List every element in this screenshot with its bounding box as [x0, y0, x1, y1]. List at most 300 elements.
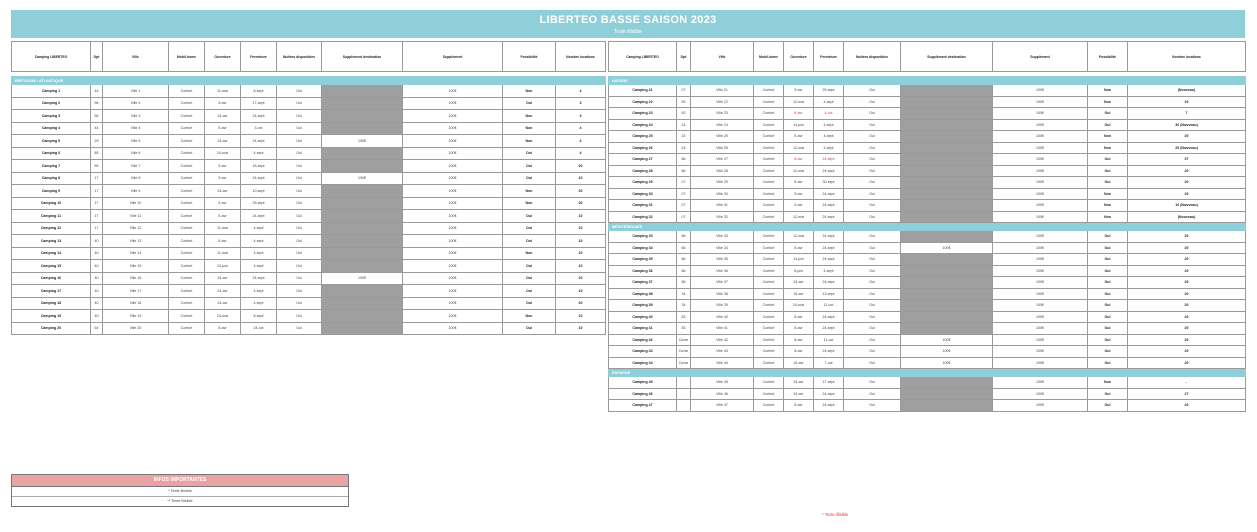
department-cell: 56	[91, 97, 103, 110]
mobil-home-cell: Confort	[754, 96, 784, 108]
camping-name-cell: Camping 42	[609, 334, 677, 346]
footnote: * Texte illisible	[822, 512, 849, 517]
available-nights-cell: Oui	[844, 377, 901, 389]
city-cell: Ville 37	[691, 277, 754, 289]
destination-supplement-cell	[322, 147, 403, 160]
rentals-count-cell: 20	[1128, 311, 1246, 323]
possibility-cell: Oui	[503, 297, 556, 310]
rentals-count-cell: 20	[1128, 231, 1246, 243]
important-info-line: * Texte illisible	[12, 487, 348, 497]
destination-supplement-cell	[322, 322, 403, 335]
city-cell: Ville 18	[103, 297, 169, 310]
rentals-count-cell: 30 (Nouveau)	[1128, 119, 1246, 131]
rentals-count-cell: 20	[556, 160, 606, 173]
table-row	[12, 160, 606, 173]
possibility-cell: Oui	[503, 97, 556, 110]
camping-name-cell: Camping 18	[12, 297, 91, 310]
closing-date-cell: 11-oct	[814, 334, 844, 346]
table-row	[609, 288, 1246, 300]
department-cell	[677, 388, 691, 400]
closing-date-cell: 4-sept	[241, 285, 277, 298]
camping-name-cell: Camping 29	[609, 177, 677, 189]
supplement-cell: 100€	[403, 172, 503, 185]
destination-supplement-cell: 100€	[322, 272, 403, 285]
camping-name-cell: Camping 22	[609, 96, 677, 108]
opening-date-cell: 15-avr	[205, 110, 241, 123]
city-cell: Ville 45	[691, 377, 754, 389]
available-nights-cell: Oui	[844, 119, 901, 131]
opening-date-cell: 12-mai	[784, 165, 814, 177]
closing-date-cell: 24-sept	[241, 272, 277, 285]
opening-date-cell: 24-avr	[784, 388, 814, 400]
rentals-count-cell: 20	[556, 297, 606, 310]
department-cell: 40	[91, 272, 103, 285]
opening-date-cell: 24-mai	[784, 300, 814, 312]
table-row	[609, 254, 1246, 266]
rentals-count-cell: 10	[556, 247, 606, 260]
closing-date-cell: 24-sept	[814, 242, 844, 254]
rentals-count-cell: 4	[556, 85, 606, 98]
department-cell: 17	[91, 172, 103, 185]
opening-date-cell: 12-mai	[784, 96, 814, 108]
page-title: LIBERTEO BASSE SAISON 2023	[539, 14, 717, 26]
opening-date-cell: 5-avr	[205, 172, 241, 185]
camping-name-cell: Camping 39	[609, 300, 677, 312]
column-header: Supplément destination	[322, 42, 403, 72]
camping-name-cell: Camping 11	[12, 210, 91, 223]
possibility-cell: Oui	[1088, 388, 1128, 400]
department-cell: 85	[91, 147, 103, 160]
city-cell: Ville 36	[691, 265, 754, 277]
camping-name-cell: Camping 14	[12, 247, 91, 260]
destination-supplement-cell	[901, 96, 993, 108]
city-cell: Ville 34	[691, 242, 754, 254]
opening-date-cell: 11-mai	[205, 222, 241, 235]
department-cell: 07	[677, 200, 691, 212]
table-row	[609, 334, 1246, 346]
column-header: Possibilité	[503, 42, 556, 72]
possibility-cell: Oui	[503, 260, 556, 273]
column-header: Ouverture	[784, 42, 814, 72]
mobil-home-cell: Confort	[169, 247, 205, 260]
available-nights-cell: Oui	[277, 197, 322, 210]
city-cell: Ville 26	[691, 142, 754, 154]
rentals-count-cell: 20	[1128, 165, 1246, 177]
department-cell: 66	[677, 154, 691, 166]
closing-date-cell: 24-sept	[814, 231, 844, 243]
closing-date-cell: 30-sept	[814, 177, 844, 189]
camping-name-cell: Camping 44	[609, 357, 677, 369]
possibility-cell: Non	[503, 135, 556, 148]
rentals-count-cell: 3	[556, 97, 606, 110]
mobil-home-cell: Confort	[754, 388, 784, 400]
rentals-count-cell: 10 (Nouveau)	[1128, 200, 1246, 212]
column-header: Supplément destination	[901, 42, 993, 72]
city-cell: Ville 9	[103, 185, 169, 198]
available-nights-cell: Oui	[844, 177, 901, 189]
table-row	[12, 185, 606, 198]
rentals-count-cell: 10	[556, 222, 606, 235]
opening-date-cell: 24-avr	[205, 285, 241, 298]
closing-date-cell: 7-oct	[814, 357, 844, 369]
department-cell: Corse	[677, 334, 691, 346]
department-cell: 24	[677, 119, 691, 131]
possibility-cell: Oui	[1088, 231, 1128, 243]
opening-date-cell: 15-avr	[205, 135, 241, 148]
rentals-count-cell: 20	[1128, 346, 1246, 358]
possibility-cell: Oui	[1088, 265, 1128, 277]
available-nights-cell: Oui	[844, 154, 901, 166]
department-cell: 40	[91, 310, 103, 323]
opening-date-cell: 5-avr	[205, 160, 241, 173]
department-cell: 07	[677, 188, 691, 200]
column-header: Dpt	[677, 42, 691, 72]
mobil-home-cell: Confort	[754, 200, 784, 212]
mobil-home-cell: Confort	[754, 323, 784, 335]
destination-supplement-cell	[901, 142, 993, 154]
city-cell: Ville 40	[691, 311, 754, 323]
column-header: Supplément	[993, 42, 1088, 72]
table-row	[609, 177, 1246, 189]
closing-date-cell: 17-sept	[241, 97, 277, 110]
available-nights-cell: Oui	[277, 135, 322, 148]
table-row	[609, 311, 1246, 323]
table-row	[609, 323, 1246, 335]
mobil-home-cell: Confort	[754, 165, 784, 177]
table-row	[609, 85, 1246, 97]
department-cell	[677, 377, 691, 389]
possibility-cell: Oui	[1088, 334, 1128, 346]
column-header: Dpt	[91, 42, 103, 72]
header-row	[609, 42, 1246, 72]
closing-date-cell: 24-sept	[814, 154, 844, 166]
supplement-cell: 100€	[403, 85, 503, 98]
available-nights-cell: Oui	[277, 297, 322, 310]
destination-supplement-cell: 100€	[901, 242, 993, 254]
rentals-count-cell: -	[1128, 377, 1246, 389]
city-cell: Ville 4	[103, 122, 169, 135]
camping-name-cell: Camping 3	[12, 110, 91, 123]
rentals-count-cell: 20	[1128, 334, 1246, 346]
department-cell: 56	[91, 110, 103, 123]
rentals-count-cell: 20	[1128, 177, 1246, 189]
table-row	[609, 388, 1246, 400]
rentals-count-cell: (Nouveau)	[1128, 85, 1246, 97]
rentals-count-cell: 20	[556, 197, 606, 210]
possibility-cell: Non	[503, 110, 556, 123]
department-cell: 07	[677, 177, 691, 189]
possibility-cell: Oui	[503, 285, 556, 298]
destination-supplement-cell	[322, 160, 403, 173]
possibility-cell: Non	[1088, 200, 1128, 212]
department-cell: 07	[677, 85, 691, 97]
mobil-home-cell: Confort	[754, 131, 784, 143]
possibility-cell: Non	[1088, 142, 1128, 154]
supplement-cell: 100€	[993, 211, 1088, 223]
title-band	[11, 10, 1245, 38]
supplement-cell: 100€	[993, 119, 1088, 131]
department-cell: 83	[677, 108, 691, 120]
supplement-cell: 100€	[403, 185, 503, 198]
mobil-home-cell: Confort	[754, 154, 784, 166]
possibility-cell: Non	[503, 122, 556, 135]
supplement-cell: 100€	[993, 188, 1088, 200]
mobil-home-cell: Confort	[754, 311, 784, 323]
department-cell: 40	[91, 285, 103, 298]
column-header: Camping LIBERTEO	[609, 42, 677, 72]
rentals-count-cell: 7	[1128, 108, 1246, 120]
supplement-cell: 100€	[993, 300, 1088, 312]
table-row	[609, 346, 1246, 358]
column-header: Nombre locations	[1128, 42, 1246, 72]
supplement-cell: 100€	[993, 334, 1088, 346]
department-cell: 66	[677, 231, 691, 243]
table-row	[609, 300, 1246, 312]
opening-date-cell: 15-avr	[784, 288, 814, 300]
rentals-count-cell: 37	[1128, 154, 1246, 166]
department-cell: 17	[91, 185, 103, 198]
department-cell: 34	[677, 300, 691, 312]
mobil-home-cell: Confort	[754, 277, 784, 289]
closing-date-cell: 10-sept	[241, 185, 277, 198]
available-nights-cell: Oui	[844, 346, 901, 358]
department-cell: 85	[91, 160, 103, 173]
table-row	[12, 322, 606, 335]
table-row	[609, 119, 1246, 131]
destination-supplement-cell	[322, 185, 403, 198]
camping-name-cell: Camping 1	[12, 85, 91, 98]
closing-date-cell: 24-sept	[241, 110, 277, 123]
destination-supplement-cell	[901, 119, 993, 131]
possibility-cell: Non	[503, 310, 556, 323]
closing-date-cell: 18-sept	[241, 160, 277, 173]
available-nights-cell: Oui	[844, 288, 901, 300]
opening-date-cell: 8-avr	[205, 235, 241, 248]
table-row	[12, 197, 606, 210]
opening-date-cell: 8-avr	[784, 154, 814, 166]
table-row	[609, 265, 1246, 277]
mobil-home-cell: Confort	[754, 85, 784, 97]
camping-name-cell: Camping 38	[609, 288, 677, 300]
closing-date-cell: 4-sept	[241, 147, 277, 160]
column-header: Supplément	[403, 42, 503, 72]
opening-date-cell: 24-avr	[784, 277, 814, 289]
supplement-cell: 100€	[993, 323, 1088, 335]
supplement-cell: 100€	[403, 247, 503, 260]
possibility-cell: Oui	[1088, 323, 1128, 335]
mobil-home-cell: Confort	[754, 254, 784, 266]
possibility-cell: Oui	[1088, 346, 1128, 358]
camping-name-cell: Camping 34	[609, 242, 677, 254]
table-row	[609, 96, 1246, 108]
column-header: Nuitées disponibles	[844, 42, 901, 72]
department-cell: 17	[91, 222, 103, 235]
possibility-cell: Oui	[1088, 119, 1128, 131]
mobil-home-cell: Confort	[169, 172, 205, 185]
opening-date-cell: 8-avr	[784, 323, 814, 335]
supplement-cell: 100€	[993, 165, 1088, 177]
table-row	[12, 135, 606, 148]
table-row	[12, 247, 606, 260]
supplement-cell: 100€	[403, 210, 503, 223]
table-row	[609, 231, 1246, 243]
camping-name-cell: Camping 5	[12, 135, 91, 148]
column-header: Fermeture	[241, 42, 277, 72]
destination-supplement-cell	[901, 377, 993, 389]
available-nights-cell: Oui	[277, 260, 322, 273]
closing-date-cell: 4-sept	[241, 260, 277, 273]
important-info-box	[11, 474, 349, 507]
available-nights-cell: Oui	[277, 310, 322, 323]
supplement-cell: 100€	[993, 96, 1088, 108]
table-row	[609, 165, 1246, 177]
available-nights-cell: Oui	[844, 188, 901, 200]
camping-name-cell: Camping 2	[12, 97, 91, 110]
department-cell: 17	[91, 197, 103, 210]
city-cell: Ville 32	[691, 211, 754, 223]
table-row	[12, 147, 606, 160]
available-nights-cell: Oui	[844, 211, 901, 223]
supplement-cell: 100€	[403, 285, 503, 298]
mobil-home-cell: Confort	[754, 211, 784, 223]
column-header: Possibilité	[1088, 42, 1128, 72]
department-cell: 66	[677, 254, 691, 266]
supplement-cell: 100€	[403, 160, 503, 173]
camping-name-cell: Camping 26	[609, 142, 677, 154]
supplement-cell: 100€	[403, 235, 503, 248]
city-cell: Ville 17	[103, 285, 169, 298]
mobil-home-cell: Confort	[169, 97, 205, 110]
closing-date-cell: 24-sept	[241, 135, 277, 148]
city-cell: Ville 13	[103, 235, 169, 248]
destination-supplement-cell	[901, 211, 993, 223]
opening-date-cell: 11-mai	[205, 85, 241, 98]
department-cell: 83	[677, 311, 691, 323]
city-cell: Ville 3	[103, 110, 169, 123]
table-row	[12, 272, 606, 285]
supplement-cell: 100€	[403, 222, 503, 235]
table-row	[12, 222, 606, 235]
destination-supplement-cell	[901, 277, 993, 289]
possibility-cell: Oui	[1088, 254, 1128, 266]
possibility-cell: Non	[1088, 131, 1128, 143]
closing-date-cell: 24-sept	[814, 346, 844, 358]
available-nights-cell: Oui	[277, 185, 322, 198]
destination-supplement-cell	[901, 188, 993, 200]
region-title: NATURE	[609, 77, 1246, 85]
city-cell: Ville 24	[691, 119, 754, 131]
column-header: Ouverture	[205, 42, 241, 72]
mobil-home-cell: Confort	[169, 185, 205, 198]
city-cell: Ville 6	[103, 147, 169, 160]
mobil-home-cell: Confort	[754, 300, 784, 312]
camping-name-cell: Camping 4	[12, 122, 91, 135]
destination-supplement-cell	[322, 310, 403, 323]
region-header	[609, 77, 1246, 85]
camping-name-cell: Camping 12	[12, 222, 91, 235]
camping-name-cell: Camping 41	[609, 323, 677, 335]
destination-supplement-cell	[322, 247, 403, 260]
supplement-cell: 100€	[993, 177, 1088, 189]
city-cell: Ville 12	[103, 222, 169, 235]
supplement-cell: 100€	[993, 142, 1088, 154]
camping-name-cell: Camping 25	[609, 131, 677, 143]
available-nights-cell: Oui	[844, 388, 901, 400]
table-row	[609, 357, 1246, 369]
city-cell: Ville 28	[691, 165, 754, 177]
table-row	[12, 285, 606, 298]
destination-supplement-cell	[901, 85, 993, 97]
available-nights-cell: Oui	[277, 247, 322, 260]
city-cell: Ville 10	[103, 197, 169, 210]
mobil-home-cell: Confort	[754, 142, 784, 154]
page-subtitle: Texte illisible	[613, 29, 643, 35]
important-info-line: ** Texte illisible	[167, 499, 193, 503]
rentals-count-cell: 20	[1128, 242, 1246, 254]
column-header: Camping LIBERTEO	[12, 42, 91, 72]
opening-date-cell: 5-juin	[784, 265, 814, 277]
closing-date-cell: 24-sept	[814, 188, 844, 200]
possibility-cell: Oui	[1088, 165, 1128, 177]
department-cell: 40	[91, 260, 103, 273]
region-title: MÉDITERRANÉE	[609, 223, 1246, 231]
supplement-cell: 100€	[403, 97, 503, 110]
camping-name-cell: Camping 20	[12, 322, 91, 335]
department-cell: 44	[91, 122, 103, 135]
opening-date-cell: 24-avr	[205, 272, 241, 285]
city-cell: Ville 5	[103, 135, 169, 148]
department-cell: 34	[677, 288, 691, 300]
camping-name-cell: Camping 15	[12, 260, 91, 273]
city-cell: Ville 20	[103, 322, 169, 335]
supplement-cell: 100€	[403, 310, 503, 323]
closing-date-cell: 8-sept	[241, 310, 277, 323]
supplement-cell: 100€	[403, 135, 503, 148]
opening-date-cell: 12-mai	[784, 211, 814, 223]
city-cell: Ville 46	[691, 388, 754, 400]
city-cell: Ville 41	[691, 323, 754, 335]
destination-supplement-cell	[322, 97, 403, 110]
camping-name-cell: Camping 19	[12, 310, 91, 323]
destination-supplement-cell	[901, 323, 993, 335]
supplement-cell: 100€	[993, 231, 1088, 243]
closing-date-cell: 24-sept	[241, 172, 277, 185]
table-row	[12, 310, 606, 323]
supplement-cell: 100€	[993, 388, 1088, 400]
closing-date-cell: 24-sept	[814, 323, 844, 335]
closing-date-cell: 24-sept	[241, 210, 277, 223]
city-cell: Ville 38	[691, 288, 754, 300]
destination-supplement-cell	[901, 200, 993, 212]
city-cell: Ville 29	[691, 177, 754, 189]
mobil-home-cell: Confort	[754, 265, 784, 277]
closing-date-cell: 17-sept	[814, 377, 844, 389]
table-row	[12, 235, 606, 248]
supplement-cell: 100€	[403, 297, 503, 310]
destination-supplement-cell: 100€	[322, 172, 403, 185]
mobil-home-cell: Confort	[169, 160, 205, 173]
mobil-home-cell: Confort	[754, 119, 784, 131]
possibility-cell: Oui	[1088, 108, 1128, 120]
camping-name-cell: Camping 17	[12, 285, 91, 298]
table-row	[12, 122, 606, 135]
supplement-cell: 100€	[993, 357, 1088, 369]
department-cell: 83	[677, 96, 691, 108]
destination-supplement-cell	[322, 285, 403, 298]
closing-date-cell: 4-oct	[814, 108, 844, 120]
column-header: Nombre locations	[556, 42, 606, 72]
rentals-count-cell: 10	[556, 235, 606, 248]
